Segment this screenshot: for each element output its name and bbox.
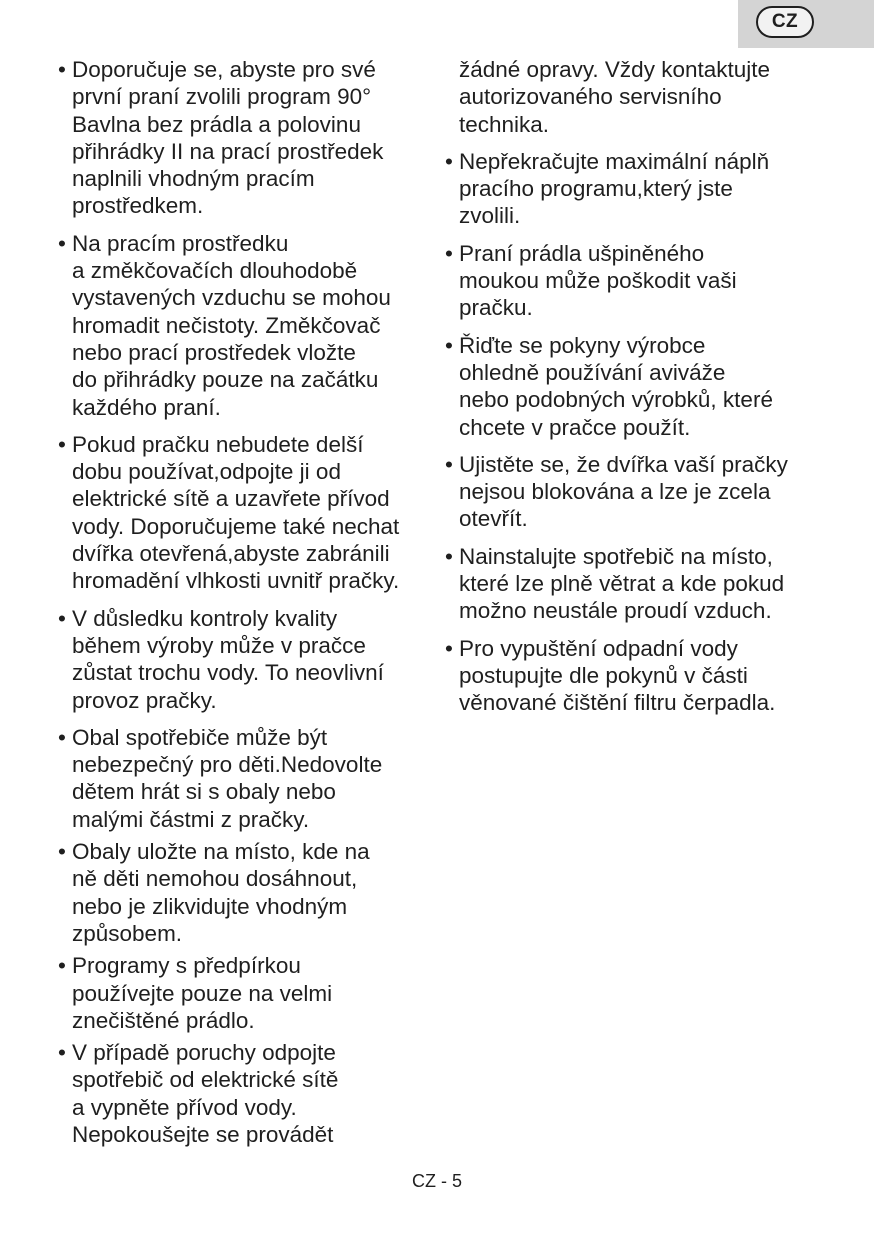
- bullet-icon: •: [445, 332, 453, 358]
- bullet-icon: •: [445, 451, 453, 477]
- page-number: CZ - 5: [411, 1171, 462, 1191]
- list-item: • V případě poruchy odpojte spotřebič od elektrické sítě a vypněte přívod vody. Nepokoušejte se provádět: [58, 1040, 339, 1147]
- bullet-icon: •: [58, 57, 66, 82]
- bullet-icon: •: [58, 953, 66, 979]
- bullet-icon: •: [445, 240, 453, 266]
- list-item: • Programy s předpírkou používejte pouze na velmi znečištěné prádlo.: [58, 953, 333, 1033]
- language-badge: CZ: [756, 6, 814, 38]
- bullet-icon: •: [58, 431, 66, 457]
- bullet-icon: •: [445, 635, 453, 661]
- bullet-icon: •: [58, 605, 66, 631]
- list-item: • Nepřekračujte maximální náplň pracího programu,který jste zvolili.: [445, 148, 770, 229]
- bullet-icon: •: [58, 1040, 66, 1066]
- list-item: • Praní prádla ušpiněného moukou může poškodit vaši pračku.: [445, 240, 737, 321]
- list-item: • Doporučuje se, abyste pro své první praní zvolili program 90° Bavlna bez prádla a polovinu přihrádky II na prací prostředek naplnili vhodným pracím prostředkem.: [58, 57, 384, 219]
- language-tab: [738, 0, 874, 48]
- list-item-continuation: žádné opravy. Vždy kontaktujte autorizovaného servisního technika.: [459, 57, 771, 137]
- bullet-icon: •: [58, 839, 66, 865]
- list-item: • Ujistěte se, že dvířka vaší pračky nejsou blokována a lze je zcela otevřít.: [445, 451, 788, 532]
- bullet-icon: •: [445, 543, 453, 569]
- list-item: • Pro vypuštění odpadní vody postupujte dle pokynů v části věnované čištění filtru čerpadla.: [445, 635, 776, 716]
- left-column: [58, 56, 433, 1158]
- right-column: [445, 56, 830, 727]
- list-item: • Obal spotřebiče může být nebezpečný pro děti.Nedovolte dětem hrát si s obaly nebo malými částmi z pračky.: [58, 724, 383, 832]
- list-item: • Nainstalujte spotřebič na místo, které lze plně větrat a kde pokud možno neustále proudí vzduch.: [445, 543, 785, 624]
- list-item: • Řiďte se pokyny výrobce ohledně používání aviváže nebo podobných výrobků, které chcete v pračce použít.: [445, 332, 773, 440]
- bullet-icon: •: [445, 148, 453, 174]
- list-item: • Na pracím prostředku a změkčovačích dlouhodobě vystavených vzduchu se mohou hromadit nečistoty. Změkčovač nebo prací prostředek vložte do přihrádky pouze na začátku každého praní.: [58, 230, 391, 420]
- bullet-icon: •: [58, 230, 66, 256]
- list-item: • V důsledku kontroly kvality během výroby může v pračce zůstat trochu vody. To neovlivní provoz pračky.: [58, 605, 384, 713]
- list-item: • Obaly uložte na místo, kde na ně děti nemohou dosáhnout, nebo je zlikvidujte vhodným způsobem.: [58, 839, 370, 946]
- list-item: • Pokud pračku nebudete delší dobu používat,odpojte ji od elektrické sítě a uzavřete přívod vody. Doporučujeme také nechat dvířka otevřená,abyste zabránili hromadění vlhkosti uvnitř pračky.: [58, 431, 400, 594]
- bullet-icon: •: [58, 724, 66, 750]
